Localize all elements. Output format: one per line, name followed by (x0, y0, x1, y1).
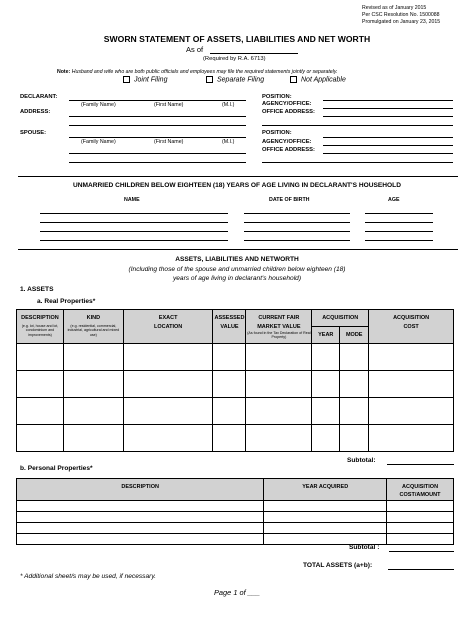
real-kind-sub: (e.g. residential, commercial, industrial, agricultural and mixed use) (67, 324, 120, 337)
child-name-field[interactable] (40, 213, 228, 214)
real-year-header (312, 327, 340, 344)
not-applicable-label: Not Applicable (301, 76, 346, 84)
children-age-header: AGE (388, 197, 400, 203)
personal-description-header (17, 479, 264, 501)
table-cell[interactable] (340, 398, 369, 425)
children-dob-header: DATE OF BIRTH (269, 197, 310, 203)
declarant-position-field[interactable] (323, 100, 453, 101)
spouse-mi-caption: (M.I.) (222, 139, 235, 145)
table-cell[interactable] (246, 344, 312, 371)
personal-properties-label: b. Personal Properties* (20, 465, 93, 472)
real-cost-header (369, 310, 454, 344)
separate-filing-label: Separate Filing (217, 76, 265, 84)
note (57, 69, 337, 75)
real-acquisition-header (312, 310, 369, 327)
note-label: Note: (57, 69, 71, 75)
real-assessed-title-2: VALUE (220, 324, 239, 330)
child-name-field[interactable] (40, 240, 228, 241)
real-mode-title: MODE (345, 332, 363, 338)
children-heading: UNMARRIED CHILDREN BELOW EIGHTEEN (18) YEARS OF AGE LIVING IN DECLARANT'S HOUSEHOLD (73, 182, 401, 189)
table-row (17, 512, 454, 523)
real-location-title-1: EXACT (158, 315, 178, 321)
spouse-extra-field-1[interactable] (69, 153, 246, 154)
table-row (17, 398, 454, 425)
joint-filing-option[interactable] (123, 76, 167, 83)
table-cell[interactable] (213, 398, 246, 425)
child-age-field[interactable] (365, 240, 433, 241)
table-cell[interactable] (246, 398, 312, 425)
table-row (17, 425, 454, 452)
table-cell[interactable] (312, 344, 340, 371)
real-mode-header (340, 327, 369, 344)
real-fair-title-2: MARKET VALUE (257, 324, 301, 330)
real-year-title: YEAR (318, 332, 334, 338)
real-subtotal-field[interactable] (387, 464, 454, 465)
revision-line-3: Promulgated on January 23, 2015 (362, 19, 441, 25)
declarant-address-field-2[interactable] (69, 125, 246, 126)
separate-filing-checkbox[interactable] (206, 76, 213, 83)
personal-description-title: DESCRIPTION (121, 484, 159, 490)
table-cell[interactable] (17, 398, 64, 425)
total-assets-label: TOTAL ASSETS (a+b): (303, 562, 373, 569)
declarant-first-name-caption: (First Name) (154, 102, 184, 108)
table-cell[interactable] (340, 425, 369, 452)
table-cell[interactable] (387, 501, 454, 512)
table-cell[interactable] (213, 371, 246, 398)
table-cell[interactable] (264, 534, 387, 545)
personal-year-header (264, 479, 387, 501)
table-cell[interactable] (369, 344, 454, 371)
declarant-agency-field[interactable] (323, 108, 453, 109)
table-cell[interactable] (264, 512, 387, 523)
revision-line-1: Revised as of January 2015 (362, 5, 427, 11)
real-subtotal-label: Subtotal: (347, 457, 376, 464)
table-cell[interactable] (63, 425, 123, 452)
personal-cost-title-1: ACQUISITION (402, 484, 439, 490)
table-cell[interactable] (63, 371, 123, 398)
child-dob-field[interactable] (244, 231, 350, 232)
child-age-field[interactable] (365, 222, 433, 223)
table-cell[interactable] (264, 523, 387, 534)
joint-filing-label: Joint Filing (134, 76, 168, 84)
spouse-office-address-field-2[interactable] (262, 162, 453, 163)
personal-subtotal-label: Subtotal : (349, 544, 380, 551)
declarant-address-field-1[interactable] (69, 116, 246, 117)
personal-cost-header (387, 479, 454, 501)
not-applicable-option[interactable] (290, 76, 346, 83)
spouse-label: SPOUSE: (20, 130, 47, 136)
table-row (17, 523, 454, 534)
real-location-title-2: LOCATION (153, 324, 183, 330)
declarant-label: DECLARANT: (20, 94, 58, 100)
footnote: * Additional sheet/s may be used, if necessary. (20, 573, 156, 580)
child-dob-field[interactable] (244, 240, 350, 241)
spouse-position-label: POSITION: (262, 130, 292, 136)
table-cell[interactable] (312, 398, 340, 425)
real-fair-value-header (246, 310, 312, 344)
declarant-mi-caption: (M.I.) (222, 102, 235, 108)
separate-filing-option[interactable] (206, 76, 264, 83)
real-acquisition-title: ACQUISITION (322, 315, 359, 321)
declarant-position-label: POSITION: (262, 94, 292, 100)
declarant-name-field[interactable] (69, 100, 246, 101)
table-cell[interactable] (17, 512, 264, 523)
joint-filing-checkbox[interactable] (123, 76, 130, 83)
table-cell[interactable] (17, 344, 64, 371)
table-cell[interactable] (123, 344, 213, 371)
table-row (17, 501, 454, 512)
real-fair-sub: (As found in the Tax Declaration of Real Property) (247, 331, 311, 340)
real-kind-title: KIND (86, 315, 101, 321)
alnw-subtitle-2: years of age living in declarant's household) (172, 275, 302, 282)
spouse-agency-label: AGENCY/OFFICE: (262, 139, 312, 145)
table-cell[interactable] (63, 344, 123, 371)
table-cell[interactable] (123, 425, 213, 452)
table-cell[interactable] (17, 501, 264, 512)
real-properties-label: a. Real Properties* (37, 298, 96, 305)
child-age-field[interactable] (365, 231, 433, 232)
table-cell[interactable] (123, 371, 213, 398)
real-description-sub: (e.g. lot, house and lot, condominium and improvements) (21, 324, 59, 337)
real-description-header (17, 310, 64, 344)
table-cell[interactable] (312, 371, 340, 398)
table-row (17, 534, 454, 545)
table-cell[interactable] (340, 344, 369, 371)
table-row (17, 344, 454, 371)
assets-label: 1. ASSETS (20, 286, 54, 293)
note-text: Husband and wife who are both public officials and employees may file the required statements jointly or separately. (71, 69, 338, 75)
declarant-address-label: ADDRESS: (20, 109, 51, 115)
form-title: SWORN STATEMENT OF ASSETS, LIABILITIES AND NET WORTH (103, 34, 371, 44)
declarant-agency-label: AGENCY/OFFICE: (262, 101, 312, 107)
table-cell[interactable] (312, 425, 340, 452)
required-note: (Required by R.A. 6713) (203, 56, 266, 62)
table-cell[interactable] (123, 398, 213, 425)
table-cell[interactable] (340, 371, 369, 398)
table-cell[interactable] (63, 398, 123, 425)
table-row (17, 371, 454, 398)
real-assessed-header (213, 310, 246, 344)
declarant-family-name-caption: (Family Name) (81, 102, 116, 108)
real-cost-title-1: ACQUISITION (393, 315, 430, 321)
personal-properties-table (16, 478, 454, 545)
as-of-field[interactable] (210, 53, 298, 54)
declarant-office-address-field-2[interactable] (262, 125, 453, 126)
not-applicable-checkbox[interactable] (290, 76, 297, 83)
table-cell[interactable] (264, 501, 387, 512)
spouse-family-name-caption: (Family Name) (81, 139, 116, 145)
table-cell[interactable] (246, 425, 312, 452)
real-kind-header (63, 310, 123, 344)
real-location-header (123, 310, 213, 344)
spouse-first-name-caption: (First Name) (154, 139, 184, 145)
child-dob-field[interactable] (244, 213, 350, 214)
spouse-office-address-field-1[interactable] (323, 153, 453, 154)
table-cell[interactable] (213, 425, 246, 452)
section-divider (18, 176, 458, 177)
alnw-heading: ASSETS, LIABILITIES AND NETWORTH (175, 256, 299, 263)
table-cell[interactable] (17, 371, 64, 398)
personal-subtotal-field[interactable] (389, 551, 454, 552)
table-cell[interactable] (369, 371, 454, 398)
spouse-agency-field[interactable] (323, 145, 453, 146)
table-cell[interactable] (213, 344, 246, 371)
personal-year-title: YEAR ACQUIRED (302, 484, 349, 490)
revision-line-2: Per CSC Resolution No. 1500088 (362, 12, 440, 18)
real-assessed-title-1: ASSESSED (214, 315, 245, 321)
table-cell[interactable] (246, 371, 312, 398)
spouse-extra-field-2[interactable] (69, 162, 246, 163)
real-description-title: DESCRIPTION (21, 315, 59, 321)
declarant-office-address-label: OFFICE ADDRESS: (262, 109, 315, 115)
personal-cost-title-2: COST/AMOUNT (399, 492, 441, 498)
table-cell[interactable] (387, 512, 454, 523)
child-age-field[interactable] (365, 213, 433, 214)
declarant-office-address-field-1[interactable] (323, 116, 453, 117)
table-cell[interactable] (17, 534, 264, 545)
real-cost-title-2: COST (403, 324, 419, 330)
table-cell[interactable] (17, 425, 64, 452)
table-cell[interactable] (17, 523, 264, 534)
table-cell[interactable] (387, 523, 454, 534)
children-name-header: NAME (124, 197, 140, 203)
child-dob-field[interactable] (244, 222, 350, 223)
child-name-field[interactable] (40, 222, 228, 223)
real-fair-title-1: CURRENT FAIR (258, 315, 300, 321)
as-of-label: As of (186, 45, 204, 54)
spouse-office-address-label: OFFICE ADDRESS: (262, 147, 315, 153)
alnw-subtitle-1: (Including those of the spouse and unmarried children below eighteen (18) (128, 266, 346, 273)
table-cell[interactable] (387, 534, 454, 545)
page-number: Page 1 of ___ (214, 588, 261, 597)
section-divider (18, 249, 458, 250)
spouse-position-field[interactable] (323, 137, 453, 138)
child-name-field[interactable] (40, 231, 228, 232)
table-cell[interactable] (369, 425, 454, 452)
spouse-name-field[interactable] (69, 137, 246, 138)
revision-note (362, 5, 440, 26)
total-assets-field[interactable] (388, 569, 454, 570)
table-cell[interactable] (369, 398, 454, 425)
real-properties-table (16, 309, 454, 452)
